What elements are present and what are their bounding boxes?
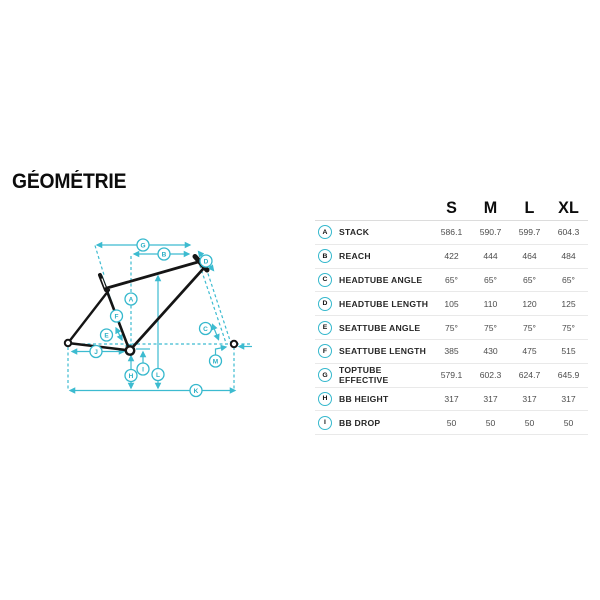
svg-text:I: I bbox=[142, 366, 144, 374]
dim-bubble-a bbox=[125, 293, 137, 305]
dim-bubble-c bbox=[200, 323, 212, 335]
svg-text:D: D bbox=[203, 258, 209, 266]
size-header-xl: XL bbox=[558, 198, 579, 217]
row-letter-badge: D bbox=[318, 297, 332, 311]
row-label: SEATTUBE LENGTH bbox=[339, 346, 427, 357]
value-cell: 75° bbox=[445, 322, 458, 333]
dim-bubble-m bbox=[210, 355, 222, 367]
value-cell: 50 bbox=[524, 417, 535, 428]
row-letter-badge: F bbox=[318, 344, 332, 358]
table-row bbox=[315, 388, 588, 412]
table-row bbox=[315, 316, 588, 340]
dim-bubble-b bbox=[158, 248, 170, 260]
value-cell: 599.7 bbox=[518, 227, 541, 238]
dim-bubble-f bbox=[111, 310, 123, 322]
value-cell: 120 bbox=[522, 298, 537, 309]
table-row bbox=[315, 245, 588, 269]
table-row bbox=[315, 340, 588, 364]
svg-text:J: J bbox=[94, 348, 98, 356]
svg-text:A: A bbox=[128, 296, 134, 304]
dimension-bubbles bbox=[90, 239, 222, 397]
value-cell: 430 bbox=[483, 346, 498, 357]
svg-text:L: L bbox=[156, 371, 160, 379]
table-row bbox=[315, 411, 588, 435]
value-cell: 65° bbox=[562, 274, 575, 285]
size-header-l: L bbox=[524, 198, 535, 217]
row-letter-badge: G bbox=[318, 368, 332, 382]
dim-bubble-d bbox=[200, 255, 212, 267]
value-cell: 50 bbox=[446, 417, 457, 428]
value-cell: 105 bbox=[444, 298, 459, 309]
dim-bubble-g bbox=[137, 239, 149, 251]
svg-text:C: C bbox=[203, 325, 208, 333]
value-cell: 65° bbox=[484, 274, 497, 285]
row-label-cell bbox=[315, 344, 432, 358]
dim-bubble-e bbox=[101, 329, 113, 341]
svg-text:F: F bbox=[114, 313, 119, 321]
value-cell: 317 bbox=[483, 393, 498, 404]
row-label-cell bbox=[315, 365, 432, 385]
geometry-table bbox=[315, 190, 588, 435]
value-cell: 125 bbox=[561, 298, 576, 309]
value-cell: 317 bbox=[561, 393, 576, 404]
row-letter-badge: E bbox=[318, 321, 332, 335]
value-cell: 50 bbox=[485, 417, 496, 428]
value-cell: 75° bbox=[523, 322, 536, 333]
value-cell: 422 bbox=[444, 251, 459, 262]
row-letter-badge: I bbox=[318, 416, 332, 430]
row-label: TOPTUBE EFFECTIVE bbox=[339, 365, 389, 386]
size-header-row bbox=[315, 190, 588, 221]
value-cell: 110 bbox=[483, 298, 498, 309]
value-cell: 50 bbox=[563, 417, 574, 428]
table-body bbox=[315, 221, 588, 435]
value-cell: 65° bbox=[523, 274, 536, 285]
table-row bbox=[315, 269, 588, 293]
row-label-cell bbox=[315, 392, 432, 406]
svg-text:E: E bbox=[104, 332, 109, 340]
row-label-cell bbox=[315, 321, 432, 335]
dim-bubble-k bbox=[190, 385, 202, 397]
value-cell: 444 bbox=[483, 251, 498, 262]
row-label-cell bbox=[315, 416, 432, 430]
table-row bbox=[315, 364, 588, 388]
row-letter-badge: C bbox=[318, 273, 332, 287]
value-cell: 75° bbox=[562, 322, 575, 333]
value-cell: 604.3 bbox=[557, 227, 580, 238]
row-label-cell bbox=[315, 225, 432, 239]
size-header-m: M bbox=[483, 198, 498, 217]
row-label: REACH bbox=[339, 251, 371, 262]
svg-text:K: K bbox=[193, 387, 199, 395]
row-label: BB DROP bbox=[339, 417, 381, 428]
value-cell: 586.1 bbox=[440, 227, 463, 238]
rear-axle bbox=[65, 340, 71, 346]
value-cell: 464 bbox=[522, 251, 537, 262]
svg-text:G: G bbox=[140, 242, 146, 250]
value-cell: 317 bbox=[444, 393, 459, 404]
bottom-bracket bbox=[126, 346, 134, 354]
bike-frame-outline bbox=[65, 257, 237, 355]
size-header-s: S bbox=[446, 198, 457, 217]
front-axle bbox=[231, 341, 237, 347]
dim-bubble-h bbox=[125, 370, 137, 382]
geometry-diagram bbox=[50, 230, 262, 402]
value-cell: 645.9 bbox=[557, 370, 580, 381]
row-label-cell bbox=[315, 273, 432, 287]
value-cell: 475 bbox=[522, 346, 537, 357]
table-row bbox=[315, 221, 588, 245]
svg-text:M: M bbox=[212, 358, 219, 366]
dim-bubble-i bbox=[137, 363, 149, 375]
value-cell: 515 bbox=[561, 346, 576, 357]
value-cell: 602.3 bbox=[479, 370, 502, 381]
value-cell: 590.7 bbox=[479, 227, 502, 238]
value-cell: 484 bbox=[561, 251, 576, 262]
row-label: HEADTUBE ANGLE bbox=[339, 274, 423, 285]
value-cell: 317 bbox=[522, 393, 537, 404]
row-label: BB HEIGHT bbox=[339, 393, 389, 404]
svg-text:H: H bbox=[128, 372, 134, 380]
dim-bubble-l bbox=[152, 369, 164, 381]
value-cell: 65° bbox=[445, 274, 458, 285]
row-label: SEATTUBE ANGLE bbox=[339, 322, 421, 333]
dim-bubble-j bbox=[90, 346, 102, 358]
row-label: STACK bbox=[339, 227, 370, 238]
svg-text:B: B bbox=[161, 251, 167, 259]
row-letter-badge: B bbox=[318, 249, 332, 263]
page-title: GÉOMÉTRIE bbox=[12, 170, 127, 193]
row-label-cell bbox=[315, 249, 432, 263]
table-row bbox=[315, 292, 588, 316]
value-cell: 624.7 bbox=[518, 370, 541, 381]
value-cell: 385 bbox=[444, 346, 459, 357]
row-label-cell bbox=[315, 297, 432, 311]
value-cell: 579.1 bbox=[440, 370, 463, 381]
row-letter-badge: A bbox=[318, 225, 332, 239]
row-letter-badge: H bbox=[318, 392, 332, 406]
value-cell: 75° bbox=[484, 322, 497, 333]
row-label: HEADTUBE LENGTH bbox=[339, 298, 429, 309]
bike-geometry-svg bbox=[50, 230, 262, 402]
